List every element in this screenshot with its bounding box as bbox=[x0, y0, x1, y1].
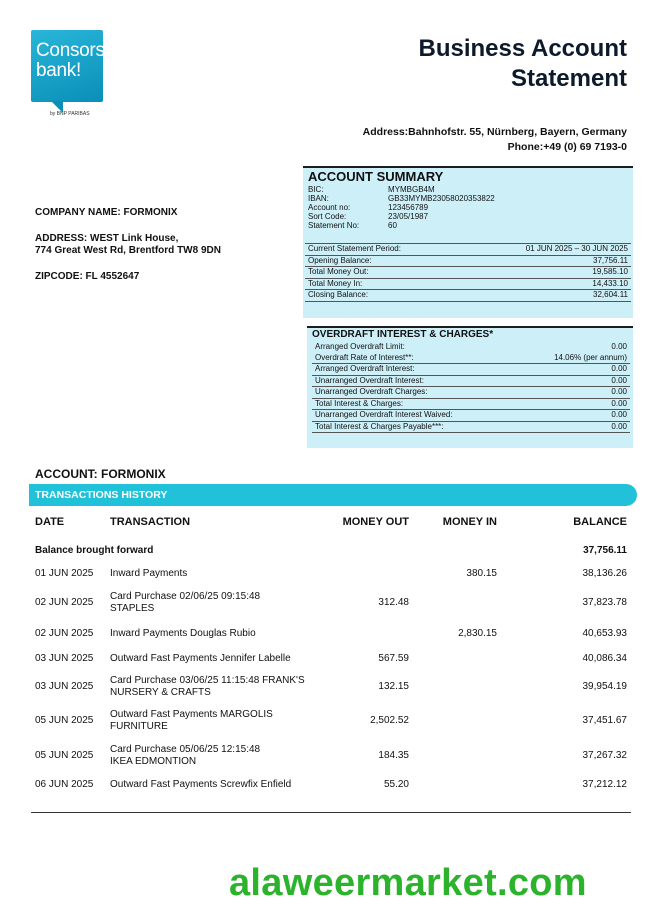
overdraft-table bbox=[312, 342, 630, 433]
logo-subtitle: by BNP PARIBAS bbox=[50, 111, 90, 117]
title-line-1: Business Account bbox=[418, 35, 627, 62]
summary-row bbox=[305, 289, 631, 302]
row-label: Opening Balance: bbox=[308, 255, 372, 265]
summary-detail bbox=[308, 221, 397, 230]
detail-label: Account no: bbox=[308, 203, 351, 212]
row-value: 0.00 bbox=[611, 398, 627, 408]
transaction-description: Outward Fast Payments MARGOLIS bbox=[110, 709, 273, 720]
row-label: Total Money Out: bbox=[308, 267, 369, 276]
row-value: 01 JUN 2025 – 30 JUN 2025 bbox=[525, 244, 628, 253]
transaction-date: 02 JUN 2025 bbox=[35, 628, 94, 639]
bank-address: Address:Bahnhofstr. 55, Nürnberg, Bayern, Germany bbox=[362, 126, 627, 138]
balance-value: 39,954.19 bbox=[582, 681, 627, 692]
transaction-description: Card Purchase 05/06/25 12:15:48 bbox=[110, 744, 261, 755]
bank-logo bbox=[31, 30, 103, 120]
row-value: 14.06% (per annum) bbox=[554, 352, 627, 362]
account-label: ACCOUNT: FORMONIX bbox=[35, 467, 166, 481]
balance-value: 40,086.34 bbox=[582, 653, 627, 664]
balance-brought-forward-label: Balance brought forward bbox=[35, 545, 154, 556]
company-zipcode: ZIPCODE: FL 4552647 bbox=[35, 271, 140, 282]
transaction-description: Outward Fast Payments Jennifer Labelle bbox=[110, 653, 291, 664]
summary-detail bbox=[308, 212, 428, 221]
transaction-description-line-2: IKEA EDMONTION bbox=[110, 756, 197, 767]
summary-detail bbox=[308, 194, 495, 203]
transaction-description-line-2: NURSERY & CRAFTS bbox=[110, 687, 211, 698]
row-value: 0.00 bbox=[611, 421, 627, 431]
row-label: Current Statement Period: bbox=[308, 244, 401, 253]
company-address-line-2: 774 Great West Rd, Brentford TW8 9DN bbox=[35, 245, 221, 256]
transaction-date: 06 JUN 2025 bbox=[35, 779, 94, 790]
row-label: Total Money In: bbox=[308, 278, 363, 288]
column-header-money-in: MONEY IN bbox=[442, 516, 497, 528]
account-summary-panel bbox=[303, 166, 633, 318]
row-value: 0.00 bbox=[611, 410, 627, 419]
row-label: Overdraft Rate of Interest**: bbox=[315, 352, 414, 362]
money-in-value: 2,830.15 bbox=[458, 628, 497, 639]
overdraft-title: OVERDRAFT INTEREST & CHARGES* bbox=[312, 329, 494, 340]
balance-value: 37,212.12 bbox=[582, 779, 627, 790]
detail-label: BIC: bbox=[308, 185, 324, 194]
overdraft-row bbox=[312, 386, 630, 398]
transaction-date: 02 JUN 2025 bbox=[35, 597, 94, 608]
detail-label: Statement No: bbox=[308, 221, 360, 230]
overdraft-row bbox=[312, 342, 630, 353]
money-out-value: 132.15 bbox=[378, 681, 409, 692]
row-value: 14,433.10 bbox=[592, 278, 628, 288]
column-header-money-out: MONEY OUT bbox=[342, 516, 409, 528]
company-address bbox=[35, 233, 221, 257]
bank-contact bbox=[363, 125, 627, 155]
balance-value: 37,451.67 bbox=[582, 715, 627, 726]
row-label: Closing Balance: bbox=[308, 290, 369, 299]
table-bottom-rule bbox=[31, 812, 631, 813]
page-title bbox=[419, 34, 628, 94]
money-out-value: 567.59 bbox=[378, 653, 409, 664]
detail-label: IBAN: bbox=[308, 194, 329, 203]
balance-value: 37,823.78 bbox=[582, 597, 627, 608]
transaction-date: 03 JUN 2025 bbox=[35, 681, 94, 692]
row-value: 0.00 bbox=[611, 342, 627, 351]
money-out-value: 184.35 bbox=[378, 750, 409, 761]
balance-value: 38,136.26 bbox=[582, 568, 627, 579]
detail-value: GB33MYMB23058020353822 bbox=[388, 194, 495, 203]
transaction-date: 03 JUN 2025 bbox=[35, 653, 94, 664]
row-label: Unarranged Overdraft Interest: bbox=[315, 375, 424, 385]
transaction-date: 05 JUN 2025 bbox=[35, 750, 94, 761]
detail-value: 123456789 bbox=[388, 203, 429, 212]
summary-row bbox=[305, 243, 631, 255]
detail-label: Sort Code: bbox=[308, 212, 347, 221]
overdraft-row bbox=[312, 353, 630, 364]
overdraft-row bbox=[312, 421, 630, 434]
title-line-2: Statement bbox=[510, 65, 627, 92]
transaction-description: Inward Payments bbox=[110, 568, 188, 579]
row-value: 0.00 bbox=[611, 375, 627, 385]
row-value: 19,585.10 bbox=[592, 267, 628, 276]
row-label: Arranged Overdraft Interest: bbox=[315, 364, 415, 373]
row-value: 32,604.11 bbox=[593, 290, 628, 299]
overdraft-row bbox=[312, 363, 630, 375]
summary-detail bbox=[308, 185, 435, 194]
transaction-description: Card Purchase 02/06/25 09:15:48 bbox=[110, 591, 261, 602]
row-value: 0.00 bbox=[611, 387, 627, 396]
column-header-transaction: TRANSACTION bbox=[110, 516, 191, 528]
balance-value: 40,653.93 bbox=[582, 628, 627, 639]
column-header-date: DATE bbox=[35, 516, 65, 528]
transactions-history-bar bbox=[29, 484, 637, 506]
detail-value: MYMBGB4M bbox=[388, 185, 435, 194]
transaction-date: 05 JUN 2025 bbox=[35, 715, 94, 726]
summary-row bbox=[305, 266, 631, 278]
bank-phone: Phone:+49 (0) 69 7193-0 bbox=[507, 141, 627, 153]
transaction-description-line-2: STAPLES bbox=[110, 603, 155, 614]
overdraft-panel bbox=[307, 326, 633, 448]
row-label: Total Interest & Charges: bbox=[315, 398, 404, 408]
transactions-history-title: TRANSACTIONS HISTORY bbox=[35, 489, 168, 501]
account-summary-title: ACCOUNT SUMMARY bbox=[308, 169, 444, 184]
money-out-value: 312.48 bbox=[378, 597, 409, 608]
column-header-balance: BALANCE bbox=[573, 516, 627, 528]
transaction-description-line-2: FURNITURE bbox=[110, 721, 168, 732]
logo-line-1: Consors bbox=[36, 40, 105, 61]
balance-brought-forward-value: 37,756.11 bbox=[583, 545, 627, 556]
overdraft-row bbox=[312, 409, 630, 421]
detail-value: 23/05/1987 bbox=[388, 212, 429, 221]
detail-value: 60 bbox=[388, 221, 397, 230]
row-label: Arranged Overdraft Limit: bbox=[315, 342, 405, 351]
transaction-description: Outward Fast Payments Screwfix Enfield bbox=[110, 779, 292, 790]
row-label: Total Interest & Charges Payable***: bbox=[315, 421, 444, 431]
overdraft-row bbox=[312, 375, 630, 387]
logo-line-2: bank! bbox=[36, 60, 81, 81]
money-out-value: 2,502.52 bbox=[370, 715, 409, 726]
balance-value: 37,267.32 bbox=[582, 750, 627, 761]
money-in-value: 380.15 bbox=[466, 568, 497, 579]
watermark: alaweermarket.com bbox=[229, 862, 587, 904]
logo-text bbox=[36, 41, 105, 81]
company-address-line-1: ADDRESS: WEST Link House, bbox=[35, 233, 179, 244]
transaction-description: Card Purchase 03/06/25 11:15:48 FRANK'S bbox=[110, 675, 305, 686]
row-value: 37,756.11 bbox=[593, 255, 628, 265]
summary-row bbox=[305, 255, 631, 267]
company-name: COMPANY NAME: FORMONIX bbox=[35, 207, 178, 218]
transaction-description: Inward Payments Douglas Rubio bbox=[110, 628, 256, 639]
row-label: Unarranged Overdraft Charges: bbox=[315, 387, 428, 396]
transaction-date: 01 JUN 2025 bbox=[35, 568, 94, 579]
row-value: 0.00 bbox=[611, 364, 627, 373]
summary-row bbox=[305, 278, 631, 290]
money-out-value: 55.20 bbox=[383, 779, 409, 790]
overdraft-row bbox=[312, 398, 630, 410]
summary-table bbox=[305, 243, 631, 302]
summary-detail bbox=[308, 203, 428, 212]
row-label: Unarranged Overdraft Interest Waived: bbox=[315, 410, 453, 419]
